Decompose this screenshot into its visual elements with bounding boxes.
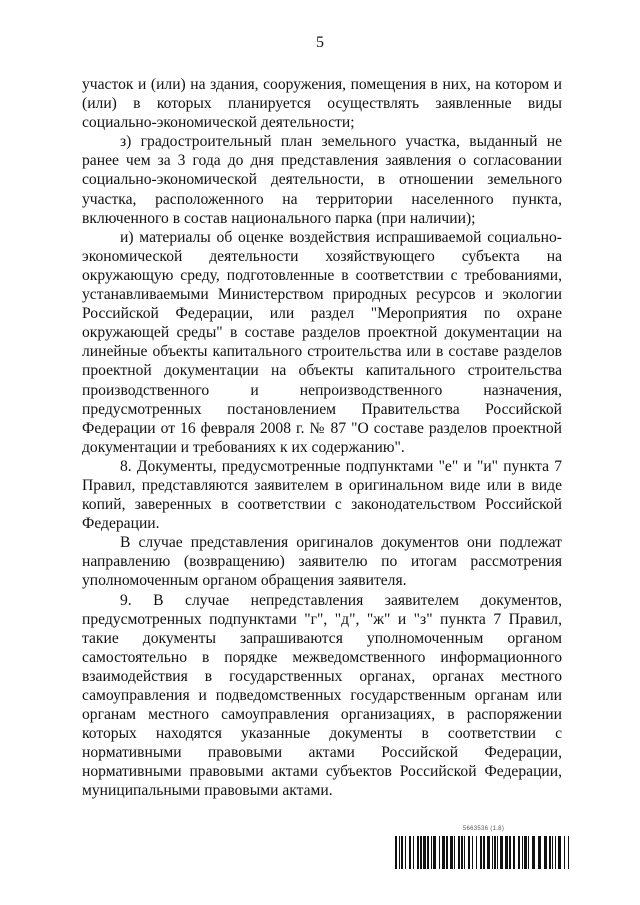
paragraph-item-z: з) градостроительный план земельного участка, выданный не ранее чем за 3 года до дня представления заявления о согласовании социально-экономической деятельности, в отношении земельного участка, расположенного на территории населенного пункта, включенного в состав национального парка (при наличии); bbox=[82, 133, 562, 227]
document-body bbox=[82, 75, 562, 801]
page-number: 5 bbox=[316, 34, 324, 51]
paragraph-item-i: и) материалы об оценке воздействия испрашиваемой социально-экономической деятельности хозяйствующего субъекта на окружающую среду, подготовленные в соответствии с требованиями, устанавливаемыми Министерством природных ресурсов и экологии Российской Федерации, или раздел "Мероприятия по охране окружающей среды" в составе разделов проектной документации на линейные объекты капитального строительства или в составе разделов проектной документации на объекты капитального строительства производственного и непроизводственного назначения, предусмотренных постановлением Правительства Российской Федерации от 16 февраля 2008 г. № 87 "О составе разделов проектной документации и требованиях к их содержанию". bbox=[82, 228, 562, 456]
paragraph-continuation: участок и (или) на здания, сооружения, помещения в них, на котором и (или) в которых планируется осуществлять заявленные виды социально-экономической деятельности; bbox=[82, 76, 562, 132]
barcode-caption: 5663536 (1.8) bbox=[462, 826, 505, 832]
barcode-block bbox=[395, 826, 572, 869]
paragraph-clause-9: 9. В случае непредставления заявителем документов, предусмотренных подпунктами "г", "д", "ж" и "з" пункта 7 Правил, такие документы запрашиваются уполномоченным органом самостоятельно в порядке межведомственного информационного взаимодействия в государственных органах, органах местного самоуправления и подведомственных государственным органам или органам местного самоуправления организациях, в распоряжении которых находятся указанные документы в соответствии с нормативными правовыми актами Российской Федерации, нормативными правовыми актами субъектов Российской Федерации, муниципальными правовыми актами. bbox=[82, 591, 562, 800]
paragraph-clause-8: 8. Документы, предусмотренные подпунктами "е" и "и" пункта 7 Правил, представляются заявителем в оригинальном виде или в виде копий, заверенных в соответствии с законодательством Российской Федерации. bbox=[82, 457, 562, 533]
paragraph-originals-return: В случае представления оригиналов документов они подлежат направлению (возвращению) заявителю по итогам рассмотрения уполномоченным органом обращения заявителя. bbox=[82, 534, 562, 590]
barcode-icon bbox=[395, 836, 572, 869]
